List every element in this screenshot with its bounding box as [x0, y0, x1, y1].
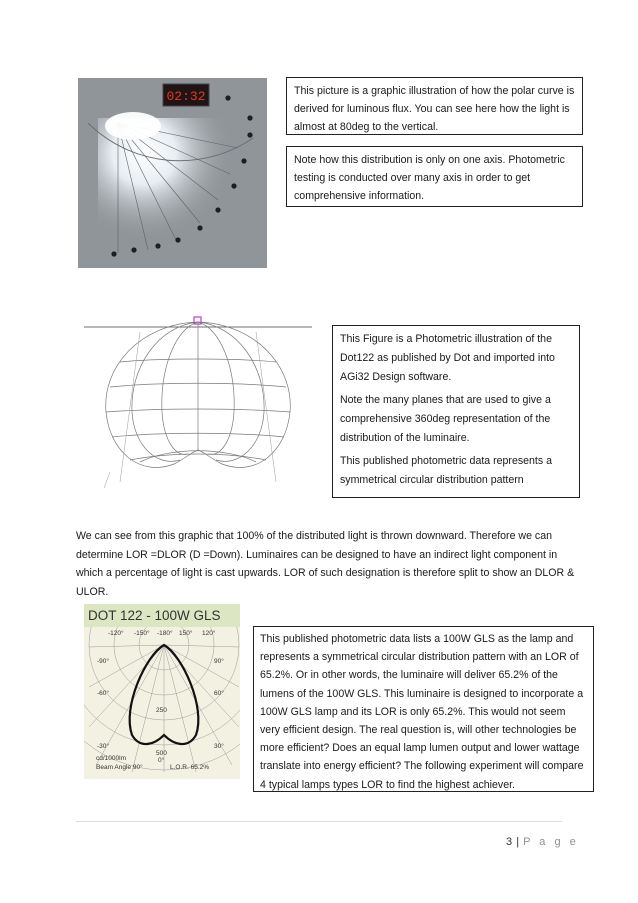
footer-divider: [76, 821, 562, 822]
gls-lamp-text: This published photometric data lists a 100W GLS as the lamp and represents a symmetrical circular distribution pattern with an LOR of 65.2%. Or in other words, the luminaire will deliver 65.2% of the lumens of the 100W GLS. This luminaire is designed to incorporate a 100W GLS lamp and its LOR is only 65.2%. This would not seem very efficient design. The real question is, will other technologies be more efficient? Does an equal lamp lumen output and lower wattage translate into energy efficient? The following experiment will compare 4 typical lamps types LOR to find the highest achiever.: [260, 633, 584, 791]
tick-left-3: -30°: [97, 743, 109, 750]
photometric-3d-web: [80, 312, 316, 490]
tick-top-5: 120°: [202, 630, 216, 637]
single-axis-text: Note how this distribution is only on one axis. Photometric testing is conducted over many axis in order to get comprehensive information.: [294, 154, 565, 202]
goniophotometer-photo: [78, 78, 267, 268]
timer-display: 02:32: [166, 89, 206, 104]
page-label: P a g e: [523, 836, 579, 848]
zero-label: 0°: [158, 757, 165, 764]
tick-left-2: -60°: [97, 690, 109, 697]
tick-top-4: 150°: [179, 630, 193, 637]
tick-right-1: 90°: [214, 658, 224, 665]
tick-top-3: -180°: [157, 630, 173, 637]
lor-paragraph-text: We can see from this graphic that 100% of the distributed light is thrown downward. Therefore we can determine LOR =DLOR (D =Down). Luminaires can be designed to have an indirect light component in which a percentage of light is cast upwards. LOR of such designation is therefore split to show an DLOR & ULOR.: [76, 530, 575, 598]
goniophotometer-illustration: [78, 78, 267, 268]
value-250: 250: [156, 707, 167, 714]
tick-right-3: 30°: [214, 743, 224, 750]
tick-right-2: 60°: [214, 690, 224, 697]
lor-label: L.O.R. 65.2%: [170, 764, 210, 771]
page-number: [506, 836, 579, 848]
page-separator: |: [516, 836, 520, 848]
value-500: 500: [156, 750, 167, 757]
tick-top-1: -120°: [108, 630, 124, 637]
polar-curve-text: This picture is a graphic illustration of how the polar curve is derived for luminous flux. You can see here how the light is almost at 80deg to the vertical.: [294, 85, 575, 133]
planes-text: Note the many planes that are used to give a comprehensive 360deg representation of the distribution of the luminaire.: [340, 394, 551, 444]
agi32-figure-text: This Figure is a Photometric illustration of the Dot122 as published by Dot and imported into AGi32 Design software.: [340, 333, 555, 383]
tick-left-1: -90°: [97, 658, 109, 665]
beam-angle-label: Beam Angle 90°: [96, 764, 143, 771]
chart-title: DOT 122 - 100W GLS: [84, 604, 240, 627]
lor-paragraph: [76, 527, 576, 601]
polar-curve-note: [286, 77, 583, 135]
agi32-figure-note: [332, 325, 580, 498]
gls-lamp-note: [253, 626, 594, 792]
polar-plot: [84, 627, 240, 779]
unit-label: cd/1000lm: [96, 755, 126, 762]
polar-distribution-chart: [84, 604, 240, 779]
tick-top-2: -150°: [134, 630, 150, 637]
page-number-value: 3: [506, 836, 513, 848]
symmetrical-text: This published photometric data represents a symmetrical circular distribution pattern: [340, 455, 552, 486]
single-axis-note: [286, 146, 583, 207]
